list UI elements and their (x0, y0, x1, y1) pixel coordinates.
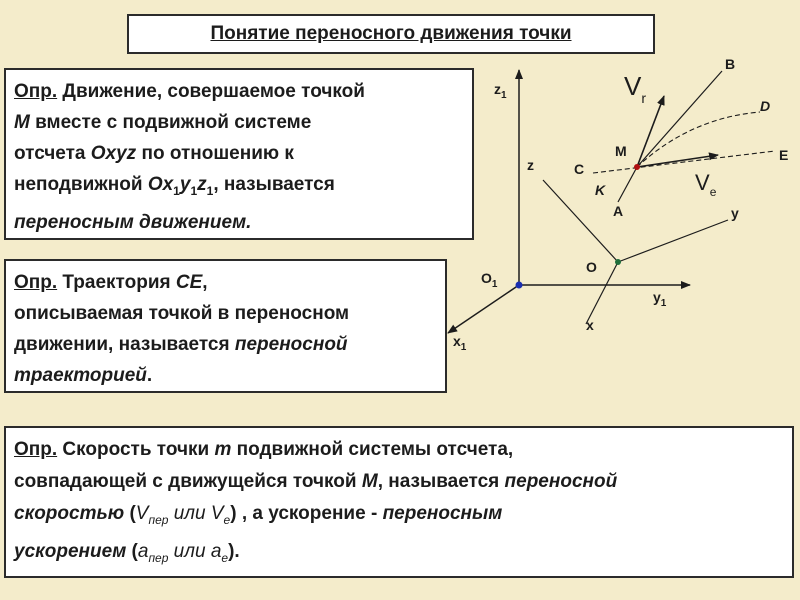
text: Траектория (57, 272, 176, 293)
page-title: Понятие переносного движения точки (210, 23, 572, 44)
symbol: a (210, 540, 222, 562)
text: переносной (234, 334, 348, 355)
text: вместе с подвижной системе (29, 112, 312, 133)
label-ve: $V_e$ (695, 170, 717, 199)
text: переносным (382, 503, 503, 524)
subscript: 1 (190, 183, 198, 198)
text: Oxyz (90, 143, 137, 164)
label-z1: $z_1$ (494, 81, 507, 101)
text: , называется (213, 174, 335, 195)
label-z: z (527, 157, 534, 173)
label-k: K (595, 182, 606, 198)
subscript: e (221, 550, 229, 565)
subscript: 1 (206, 183, 214, 198)
subscript: 1 (173, 183, 180, 198)
text: или (168, 540, 211, 562)
symbol: V (135, 503, 149, 524)
text: Движение, совершаемое точкой (57, 81, 365, 102)
text: ). (228, 540, 240, 562)
text: Ox (147, 174, 174, 195)
text: отсчета (14, 143, 91, 164)
text: скоростью (14, 503, 125, 524)
text: Скорость точки (57, 439, 215, 460)
text: по отношению к (136, 143, 294, 164)
label-c: C (574, 161, 585, 177)
point-o1 (516, 282, 523, 289)
text: . (146, 365, 153, 386)
symbol: V (210, 503, 224, 524)
text: М (14, 112, 30, 133)
text: переносной (504, 471, 618, 492)
text: переносным движением. (14, 211, 252, 233)
text: СЕ (175, 272, 203, 293)
line-ka (618, 167, 637, 202)
text: описываемая точкой в переносном (14, 303, 350, 324)
text: движении, называется (14, 334, 235, 355)
text: ) , а ускорение - (230, 503, 383, 524)
label-e: E (779, 147, 789, 163)
axis-y (618, 220, 728, 262)
point-o (615, 259, 621, 265)
text: М (361, 471, 378, 492)
text: ( (124, 503, 136, 524)
label-vr: $V_r$ (624, 71, 647, 106)
label-y: y (731, 205, 739, 221)
definition-label: Опр. (14, 81, 58, 102)
text: m (214, 439, 232, 460)
vector-vr (637, 96, 664, 167)
label-d: D (760, 98, 771, 114)
label-m: M (615, 143, 627, 159)
point-m (634, 164, 640, 170)
subscript: e (223, 512, 231, 527)
subscript: пер (148, 512, 169, 527)
text: , называется (377, 471, 505, 492)
axis-z (543, 180, 618, 262)
text: подвижной системы отсчета, (231, 439, 514, 460)
definition-label: Опр. (14, 272, 58, 293)
text: совпадающей с движущейся точкой (14, 471, 362, 492)
axis-x1 (448, 285, 519, 333)
line-mb (637, 71, 722, 167)
text: z (197, 174, 207, 195)
definition-label: Опр. (14, 439, 58, 460)
subscript: пер (148, 550, 169, 565)
label-x1: $x_1$ (453, 333, 467, 353)
label-o: O (586, 259, 597, 275)
vector-ve (637, 155, 718, 167)
label-x: x (586, 317, 594, 333)
label-y1: $y_1$ (653, 289, 667, 309)
text: траекторией (14, 365, 147, 386)
text: или (168, 503, 211, 524)
label-b: B (725, 56, 736, 72)
label-o1: $O_1$ (481, 270, 498, 290)
text: ускорением (14, 540, 127, 562)
text: y (179, 174, 191, 195)
text: неподвижной (14, 174, 148, 195)
label-a: A (613, 203, 624, 219)
text: , (202, 272, 208, 293)
text: ( (126, 540, 138, 562)
symbol: a (137, 540, 149, 562)
